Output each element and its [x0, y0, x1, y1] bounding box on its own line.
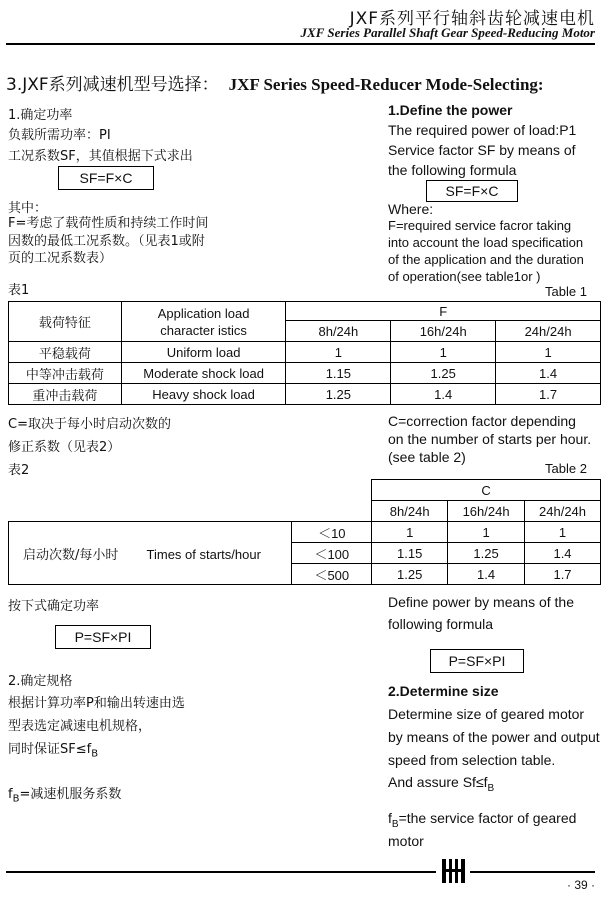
table1-row3-v2: 1.4 — [391, 384, 496, 405]
left-formula-p: P=SF×PI — [55, 625, 151, 649]
right-c-def3: (see table 2) — [388, 449, 466, 465]
right-power-intro2: following formula — [388, 616, 494, 632]
table1-row2-v3: 1.4 — [496, 363, 601, 384]
right-s1-line1: The required power of load:P1 — [388, 122, 577, 138]
table2-hour-8: 8h/24h — [372, 501, 448, 522]
right-s2-line2: by means of the power and output — [388, 729, 600, 745]
table2-label-cn: 表2 — [8, 463, 30, 478]
table1-label-en: Table 1 — [545, 284, 587, 299]
table2-row3-v2: 1.4 — [448, 564, 525, 585]
page-number: · 39 · — [566, 878, 595, 892]
right-s1-heading: 1.Define the power — [388, 102, 513, 118]
table1-row1-v3: 1 — [496, 342, 601, 363]
table1-row2-en: Moderate shock load — [121, 363, 286, 384]
table2-row2-v3: 1.4 — [525, 543, 601, 564]
table2-label-en: Table 2 — [545, 461, 587, 476]
left-where: 其中： — [8, 201, 48, 216]
table1-row2-v2: 1.25 — [391, 363, 496, 384]
table1-row3-cn: 重冲击载荷 — [9, 384, 122, 405]
table1-label-cn: 表1 — [8, 283, 30, 298]
left-f-def3: 页的工况系数表） — [8, 251, 113, 266]
right-fb-def1 — [388, 810, 576, 830]
table1-row3-en: Heavy shock load — [121, 384, 286, 405]
table-row — [9, 384, 601, 405]
left-c-def1: C=取决于每小时启动次数的 — [8, 417, 171, 432]
right-formula-p: P=SF×PI — [430, 649, 524, 673]
left-f-def2: 因数的最低工况系数。（见表1或附 — [8, 234, 205, 249]
right-formula-sf: SF=F×C — [426, 180, 518, 202]
table1-hour-8: 8h/24h — [286, 321, 391, 342]
right-c-def2: on the number of starts per hour. — [388, 431, 592, 447]
right-s2-line4-sub: B — [487, 782, 495, 794]
table1-header-en — [121, 302, 286, 342]
right-fb-def2: motor — [388, 833, 424, 849]
header-title-cn: JXF系列平行轴斜齿轮减速电机 — [349, 9, 595, 29]
section-title — [6, 70, 544, 95]
right-f-def2: into account the load specification — [388, 235, 584, 250]
table2-row3-v1: 1.25 — [372, 564, 448, 585]
right-f-def4: of operation(see table1or ) — [388, 269, 541, 284]
table1-row1-cn: 平稳载荷 — [9, 342, 122, 363]
table1-header-en-line2: character istics — [160, 322, 247, 338]
table2-row1-v3: 1 — [525, 522, 601, 543]
table2-starts-10: ＜10 — [292, 522, 372, 543]
right-fb-prefix: f — [388, 810, 392, 826]
table2-starts-500: ＜500 — [292, 564, 372, 585]
left-s2-line3-text: 同时保证SF≤f — [8, 742, 92, 757]
left-fb-def — [8, 783, 121, 805]
table2-row2-v2: 1.25 — [448, 543, 525, 564]
table1-header-cn: 载荷特征 — [9, 302, 122, 342]
footer-rule-left — [6, 871, 436, 873]
table2-hour-16: 16h/24h — [448, 501, 525, 522]
left-s1-heading: 1.确定功率 — [8, 108, 73, 123]
table1-f-header: F — [286, 302, 601, 321]
right-s2-line4 — [388, 774, 494, 794]
table2-row1-v1: 1 — [372, 522, 448, 543]
left-s1-line1: 负载所需功率：PI — [8, 128, 111, 143]
right-s2-line3: speed from selection table. — [388, 752, 556, 768]
table1-header-en-line1: Application load — [157, 305, 250, 321]
right-c-def1: C=correction factor depending — [388, 413, 576, 429]
left-f-def1: F=考虑了载荷性质和持续工作时间 — [8, 216, 209, 231]
table1-row1-v1: 1 — [286, 342, 391, 363]
table-row — [9, 342, 601, 363]
table2-hour-24: 24h/24h — [525, 501, 601, 522]
left-fb-sub: B — [12, 793, 20, 805]
section-title-cn: 3.JXF系列减速机型号选择： — [6, 75, 219, 95]
table1-hour-24: 24h/24h — [496, 321, 601, 342]
table1-row1-en: Uniform load — [121, 342, 286, 363]
table-row — [9, 363, 601, 384]
right-fb-sub: B — [391, 818, 399, 830]
left-fb-prefix: f — [8, 787, 13, 802]
header-rule — [6, 43, 595, 45]
left-c-def2: 修正系数（见表2） — [8, 440, 121, 455]
table2-label-cn-text: 启动次数/每小时 — [23, 547, 119, 563]
table2-row1-v2: 1 — [448, 522, 525, 543]
table2-starts-100: ＜100 — [292, 543, 372, 564]
right-s2-line1: Determine size of geared motor — [388, 706, 585, 722]
table2 — [8, 479, 601, 585]
left-power-intro: 按下式确定功率 — [8, 599, 100, 614]
table-row — [9, 522, 601, 543]
right-s1-line3: the following formula — [388, 162, 517, 178]
footer-rule-right — [470, 871, 595, 873]
table1 — [8, 301, 601, 405]
right-where: Where: — [388, 201, 434, 217]
left-formula-sf: SF=F×C — [58, 166, 154, 190]
table2-row-label — [9, 522, 292, 585]
right-s2-line4-text: And assure Sf≤f — [388, 774, 488, 790]
brand-logo — [438, 856, 468, 886]
left-s1-line2: 工况系数SF，其值根据下式求出 — [8, 149, 193, 164]
left-s2-heading: 2.确定规格 — [8, 674, 73, 689]
table2-row2-v1: 1.15 — [372, 543, 448, 564]
right-s1-line2: Service factor SF by means of — [388, 142, 576, 158]
section-title-en: JXF Series Speed-Reducer Mode-Selecting: — [228, 75, 544, 94]
table2-row3-v3: 1.7 — [525, 564, 601, 585]
right-fb-text: =the service factor of geared — [398, 810, 577, 826]
left-s2-line1: 根据计算功率P和输出转速由选 — [8, 696, 185, 711]
left-fb-text: =减速机服务系数 — [19, 787, 122, 802]
right-f-def3: of the application and the duration — [388, 252, 584, 267]
table1-row1-v2: 1 — [391, 342, 496, 363]
left-s2-line3-sub: B — [91, 748, 99, 760]
right-power-intro1: Define power by means of the — [388, 594, 574, 610]
header-title-en: JXF Series Parallel Shaft Gear Speed-Reducing Motor — [300, 25, 595, 40]
table1-row2-cn: 中等冲击载荷 — [9, 363, 122, 384]
left-s2-line3 — [8, 738, 98, 760]
table1-row3-v1: 1.25 — [286, 384, 391, 405]
right-f-def1: F=required service facror taking — [388, 218, 572, 233]
table1-row3-v3: 1.7 — [496, 384, 601, 405]
left-s2-line2: 型表选定减速电机规格， — [8, 719, 152, 734]
table1-row2-v1: 1.15 — [286, 363, 391, 384]
right-s2-heading: 2.Determine size — [388, 683, 499, 699]
table2-label-en-text: Times of starts/hour — [146, 546, 261, 562]
table1-hour-16: 16h/24h — [391, 321, 496, 342]
table2-c-header: C — [372, 480, 601, 501]
